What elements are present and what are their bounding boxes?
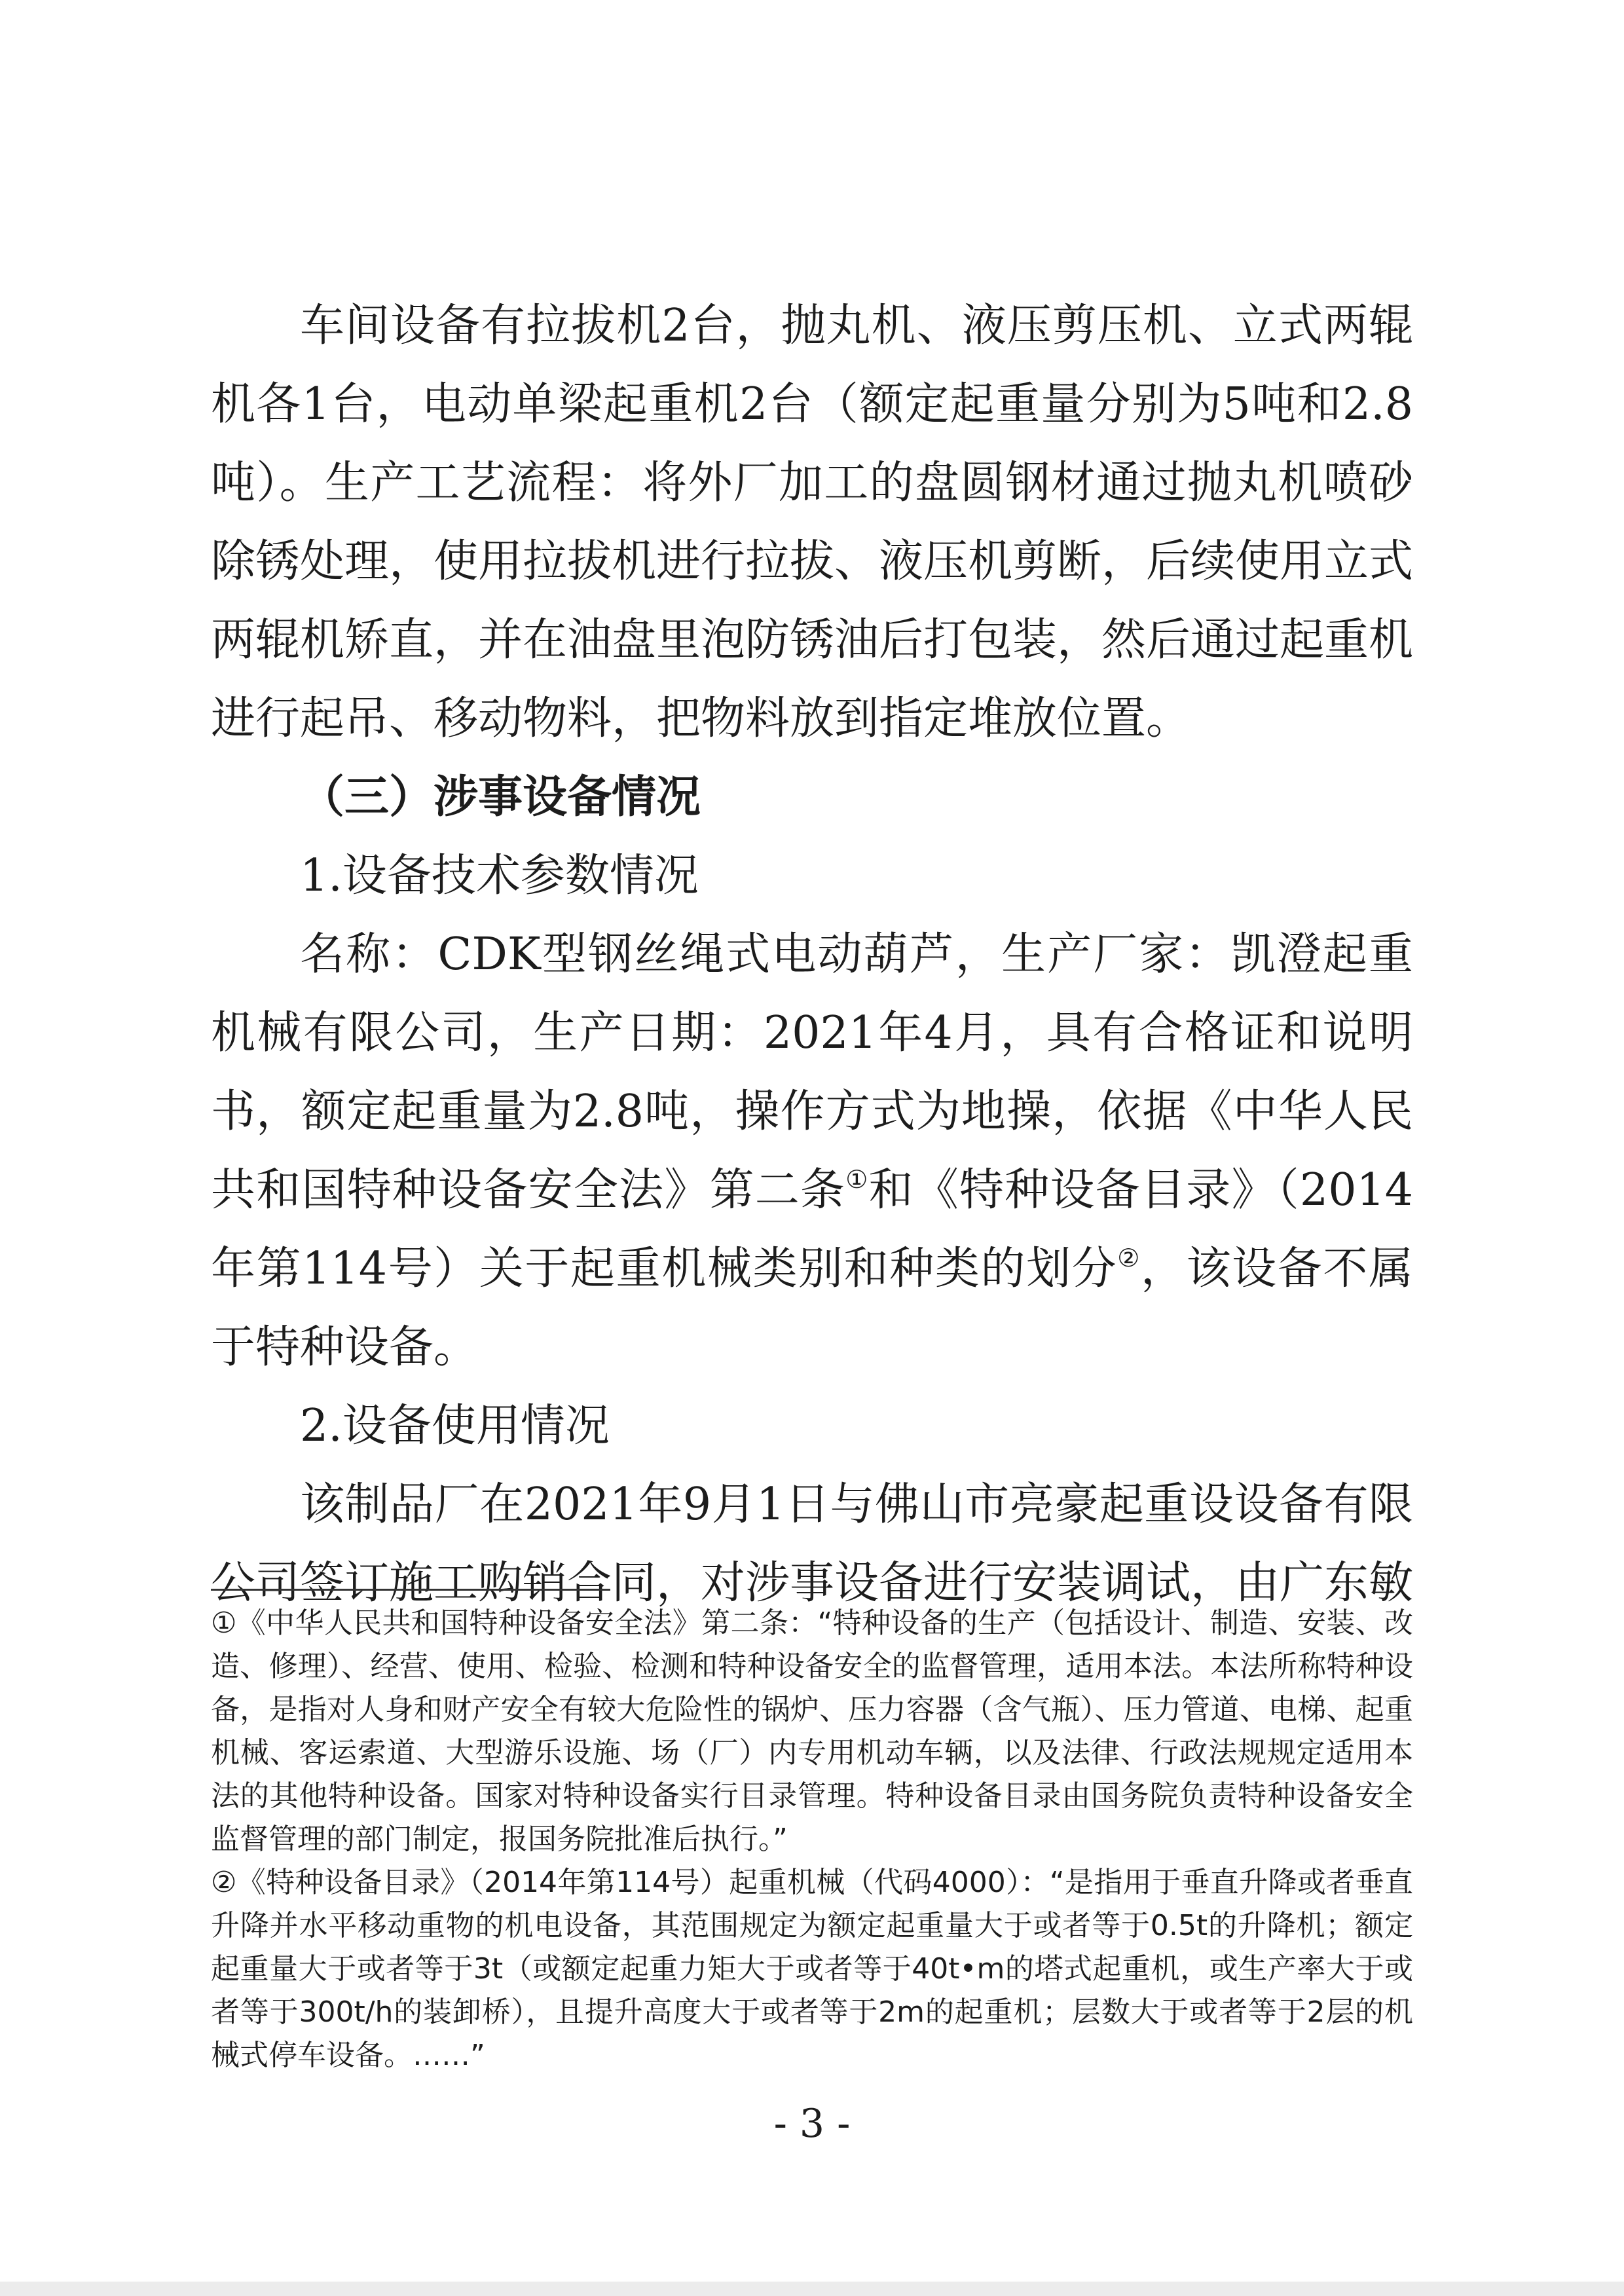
- footnotes: [211, 1602, 1413, 2077]
- subheading-technical-parameters: 1.设备技术参数情况: [300, 850, 699, 902]
- footnote-ref-2[interactable]: ②: [1117, 1244, 1141, 1272]
- paragraph-equipment-usage: 该制品厂在2021年9月1日与佛山市亮豪起重设设备有限公司签订施工购销合同，对涉事设备进行安装调试，由广东敏: [211, 1479, 1414, 1609]
- footnote-ref-1[interactable]: ①: [845, 1165, 869, 1194]
- footnote-1: ①《中华人民共和国特种设备安全法》第二条：“特种设备的生产（包括设计、制造、安装、改造、修理）、经营、使用、检验、检测和特种设备安全的监督管理，适用本法。本法所称特种设备，是指对人身和财产安全有较大危险性的锅炉、压力容器（含气瓶）、压力管道、电梯、起重机械、客运索道、大型游乐设施、场（厂）内专用机动车辆，以及法律、行政法规规定适用本法的其他特种设备。国家对特种设备实行目录管理。特种设备目录由国务院负责特种设备安全监督管理的部门制定，报国务院批准后执行。”: [211, 1606, 1413, 1856]
- section-heading: （三）涉事设备情况: [300, 771, 701, 823]
- equipment-details-part-3: ，该设备不属于特种设备。: [211, 1243, 1413, 1373]
- equipment-details-part-2: 和《特种设备目录》（2014年第114号）关于起重机械类别和种类的划分: [211, 1164, 1413, 1295]
- footnote-2: ②《特种设备目录》（2014年第114号）起重机械（代码4000）：“是指用于垂直升降或者垂直升降并水平移动重物的机电设备，其范围规定为额定起重量大于或者等于0.5t的升降机；额定起重量大于或者等于3t（或额定起重力矩大于或者等于40t•m的塔式起重机，或生产率大于或者等于300t/h的装卸桥），且提升高度大于或者等于2m的起重机；层数大于或者等于2层的机械式停车设备。……”: [211, 1866, 1413, 2072]
- subheading-equipment-usage: 2.设备使用情况: [300, 1400, 610, 1452]
- paragraph-workshop-equipment: 车间设备有拉拔机2台，抛丸机、液压剪压机、立式两辊机各1台，电动单梁起重机2台（额定起重量分别为5吨和2.8吨）。生产工艺流程：将外厂加工的盘圆钢材通过抛丸机喷砂除锈处理，使用拉拔机进行拉拔、液压机剪断，后续使用立式两辊机矫直，并在油盘里泡防锈油后打包装，然后通过起重机进行起吊、移动物料，把物料放到指定堆放位置。: [211, 300, 1414, 745]
- scan-edge: [0, 2282, 1624, 2296]
- body-text: [211, 287, 1413, 1623]
- equipment-details-part-1: 名称：CDK型钢丝绳式电动葫芦，生产厂家：凯澄起重机械有限公司，生产日期：2021年4月，具有合格证和说明书，额定起重量为2.8吨，操作方式为地操，依据《中华人民共和国特种设备安全法》第二条: [211, 929, 1413, 1216]
- page-number: - 3 -: [773, 2101, 851, 2147]
- footnote-divider: [211, 1589, 610, 1591]
- paragraph-equipment-details: [211, 916, 1413, 1387]
